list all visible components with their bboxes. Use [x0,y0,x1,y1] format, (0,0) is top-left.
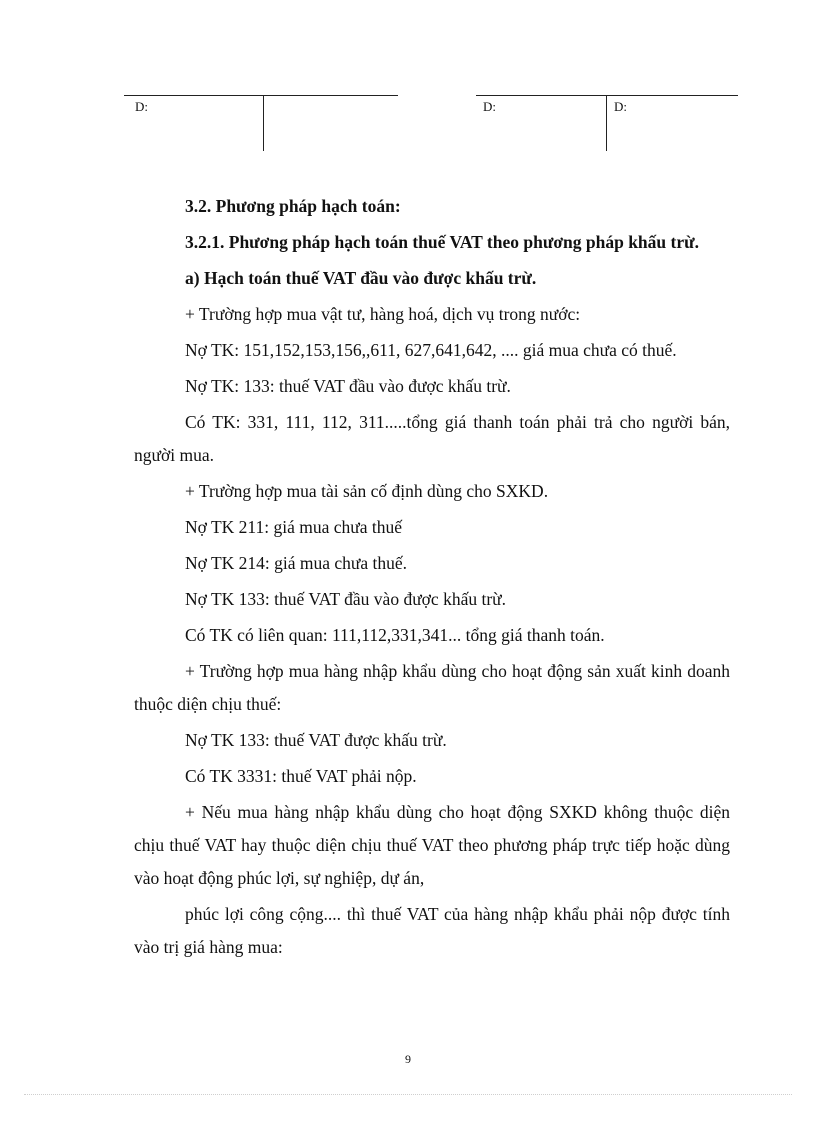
t-account-top-line [476,95,738,96]
paragraph: Nợ TK 211: giá mua chưa thuế [185,517,403,537]
paragraph: Nợ TK: 151,152,153,156,,611, 627,641,642, .... giá mua chưa có thuế. [185,340,677,360]
t-account-right [476,95,738,151]
paragraph: phúc lợi công cộng.... thì thuế VAT của hàng nhập khẩu phải nộp được tính vào trị giá hàng mua: [134,904,730,957]
paragraph: Nợ TK 133: thuế VAT đầu vào được khấu trừ. [185,589,507,609]
paragraph: Nợ TK 133: thuế VAT được khấu trừ. [185,730,447,750]
paragraph: + Nếu mua hàng nhập khẩu dùng cho hoạt động SXKD không thuộc diện chịu thuế VAT hay thuộc diện chịu thuế VAT theo phương pháp trực tiếp hoặc dùng vào hoạt động phúc lợi, sự nghiệp, dự án, [134,802,730,888]
paragraph: Có TK 3331: thuế VAT phải nộp. [185,766,417,786]
document-body [134,190,730,967]
paragraph: Có TK: 331, 111, 112, 311.....tổng giá thanh toán phải trả cho người bán, người mua. [134,412,730,465]
page-number: 9 [405,1052,411,1066]
paragraph: Nợ TK 214: giá mua chưa thuế. [185,553,408,573]
paragraph: + Trường hợp mua tài sản cố định dùng cho SXKD. [185,481,549,501]
t-account-left [124,95,398,151]
subsection-heading: 3.2.1. Phương pháp hạch toán thuế VAT theo phương pháp khấu trừ. [185,232,699,252]
t-account-divider [263,95,264,151]
paragraph: Có TK có liên quan: 111,112,331,341... tổng giá thanh toán. [185,625,605,645]
paragraph: + Trường hợp mua vật tư, hàng hoá, dịch vụ trong nước: [185,304,581,324]
section-heading: 3.2. Phương pháp hạch toán: [185,196,401,216]
paragraph: Nợ TK: 133: thuế VAT đầu vào được khấu trừ. [185,376,511,396]
credit-label: D: [614,99,627,114]
t-account-divider [606,95,607,151]
debit-label: D: [135,99,148,114]
item-heading: a) Hạch toán thuế VAT đầu vào được khấu trừ. [185,268,537,288]
paragraph: + Trường hợp mua hàng nhập khẩu dùng cho hoạt động sản xuất kinh doanh thuộc diện chịu thuế: [134,661,730,714]
t-account-top-line [124,95,398,96]
debit-label: D: [483,99,496,114]
footer-divider [24,1094,792,1095]
